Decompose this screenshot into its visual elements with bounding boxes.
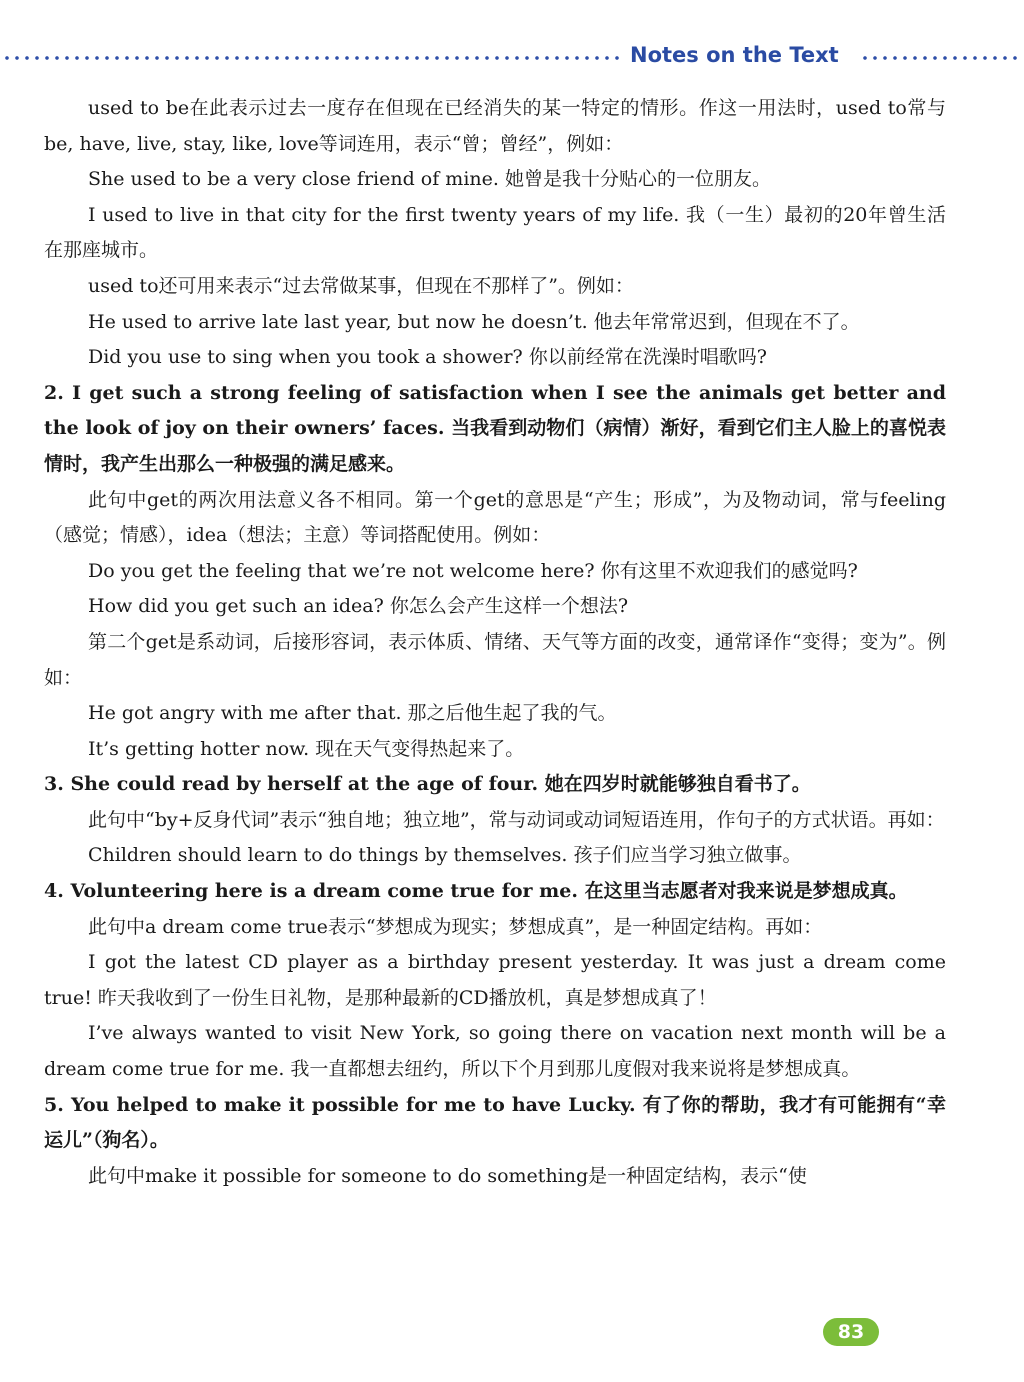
example-sentence: I got the latest CD player as a birthday present yesterday. It was just a dream come true! 昨天我收到了一份生日礼物，是那种最新的CD播放机，真是梦想成真了！	[44, 951, 946, 1009]
page-body	[44, 91, 946, 1194]
example-sentence: I used to live in that city for the first twenty years of my life. 我（一生）最初的20年曾生活在那座城市。	[44, 203, 946, 262]
example-sentence: I’ve always wanted to visit New York, so going there on vacation next month will be a dream come true for me. 我一直都想去纽约，所以下个月到那儿度假对我来说将是梦想成真。	[44, 1022, 946, 1081]
body-paragraph: 此句中a dream come true表示“梦想成为现实；梦想成真”，是一种固定结构。再如：	[88, 915, 823, 938]
note-heading: 2. I get such a strong feeling of satisfaction when I see the animals get better and the look of joy on their owners’ faces. 当我看到动物们（病情）渐好，看到它们主人脸上的喜悦表情时，我产生出那么一种极强的满足感来。	[44, 381, 946, 475]
example-sentence: How did you get such an idea? 你怎么会产生这样一个想法?	[88, 595, 629, 618]
example-sentence: He got angry with me after that. 那之后他生起了我的气。	[88, 702, 617, 725]
example-sentence: Do you get the feeling that we’re not welcome here? 你有这里不欢迎我们的感觉吗?	[88, 559, 858, 582]
body-paragraph: 第二个get是系动词，后接形容词，表示体质、情绪、天气等方面的改变，通常译作“变得；变为”。例如：	[44, 630, 946, 689]
note-heading: 5. You helped to make it possible for me to have Lucky. 有了你的帮助，我才有可能拥有“幸运儿”（狗名）。	[44, 1093, 946, 1152]
header-dots-right	[860, 55, 1022, 61]
note-heading: 4. Volunteering here is a dream come true for me. 在这里当志愿者对我来说是梦想成真。	[44, 880, 908, 903]
page-number-badge: 83	[823, 1318, 879, 1346]
body-paragraph: used to be在此表示过去一度存在但现在已经消失的某一特定的情形。作这一用法时，used to常与be, have, live, stay, like, love等词连用，表示“曾；曾经”，例如：	[44, 97, 946, 155]
body-paragraph: used to还可用来表示“过去常做某事，但现在不那样了”。例如：	[88, 274, 634, 297]
example-sentence: Did you use to sing when you took a shower? 你以前经常在洗澡时唱歌吗?	[88, 346, 767, 369]
section-title: Notes on the Text	[630, 43, 839, 67]
example-sentence: It’s getting hotter now. 现在天气变得热起来了。	[88, 737, 525, 760]
note-heading: 3. She could read by herself at the age of four. 她在四岁时就能够独自看书了。	[44, 773, 811, 796]
example-sentence: She used to be a very close friend of mine. 她曾是我十分贴心的一位朋友。	[88, 168, 771, 191]
body-paragraph: 此句中make it possible for someone to do something是一种固定结构，表示“使	[88, 1164, 807, 1187]
running-header	[0, 40, 1024, 76]
body-paragraph: 此句中“by+反身代词”表示“独自地；独立地”，常与动词或动词短语连用，作句子的方式状语。再如：	[88, 808, 945, 831]
example-sentence: Children should learn to do things by themselves. 孩子们应当学习独立做事。	[88, 844, 802, 867]
example-sentence: He used to arrive late last year, but now he doesn’t. 他去年常常迟到，但现在不了。	[88, 310, 860, 333]
body-paragraph: 此句中get的两次用法意义各不相同。第一个get的意思是“产生；形成”，为及物动词，常与feeling（感觉；情感），idea（想法；主意）等词搭配使用。例如：	[44, 488, 946, 547]
header-dots-left	[2, 55, 620, 61]
